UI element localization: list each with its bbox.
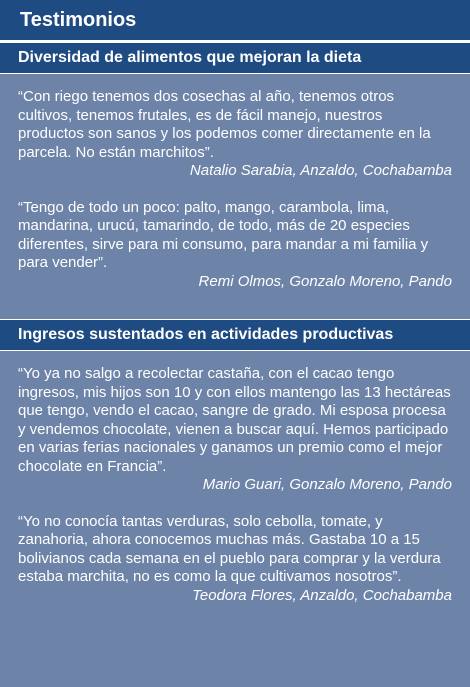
quote-text: “Yo ya no salgo a recolectar castaña, con el cacao tengo ingresos, mis hijos son 10 y con ellos mantengo las 13 hectáreas que tengo, vendo el cacao, sangre de grado. Mi esposa procesa y vendemos chocolate, vienen a buscar aquí. Hemos participado en varias ferias nacionales y ganamos un premio como el mejor chocolate en Francia”. bbox=[18, 365, 451, 475]
section-income bbox=[0, 351, 470, 605]
section-heading-diet: Diversidad de alimentos que mejoran la dieta bbox=[0, 42, 470, 74]
quote-text: “Tengo de todo un poco: palto, mango, carambola, lima, mandarina, urucú, tamarindo, de todo, más de 20 especies diferentes, sirve para mi consumo, para mandar a mi familia y para vender”. bbox=[18, 198, 429, 271]
quote-author: Mario Guari, Gonzalo Moreno, Pando bbox=[202, 476, 452, 493]
quote-author: Natalio Sarabia, Anzaldo, Cochabamba bbox=[189, 162, 452, 179]
section-diet bbox=[0, 74, 470, 319]
quote-author: Teodora Flores, Anzaldo, Cochabamba bbox=[192, 586, 452, 604]
box-title: Testimonios bbox=[0, 0, 470, 42]
quote-text: “Yo no conocía tantas verduras, solo cebolla, tomate, y zanahoria, ahora conocemos muchas más. Gastaba 10 a 15 bolivianos cada semana en el pueblo para comprar y la verdura estaba marchita, no es como la que cultivamos nosotros”. bbox=[18, 512, 441, 585]
quote-text: “Con riego tenemos dos cosechas al año, tenemos otros cultivos, tenemos frutales, es de fácil manejo, nuestros productos son sanos y los podemos comer directamente en la parcela. No están marchitos”. bbox=[18, 88, 431, 161]
section-heading-income: Ingresos sustentados en actividades productivas bbox=[0, 319, 470, 351]
quote-author: Remi Olmos, Gonzalo Moreno, Pando bbox=[198, 272, 452, 290]
